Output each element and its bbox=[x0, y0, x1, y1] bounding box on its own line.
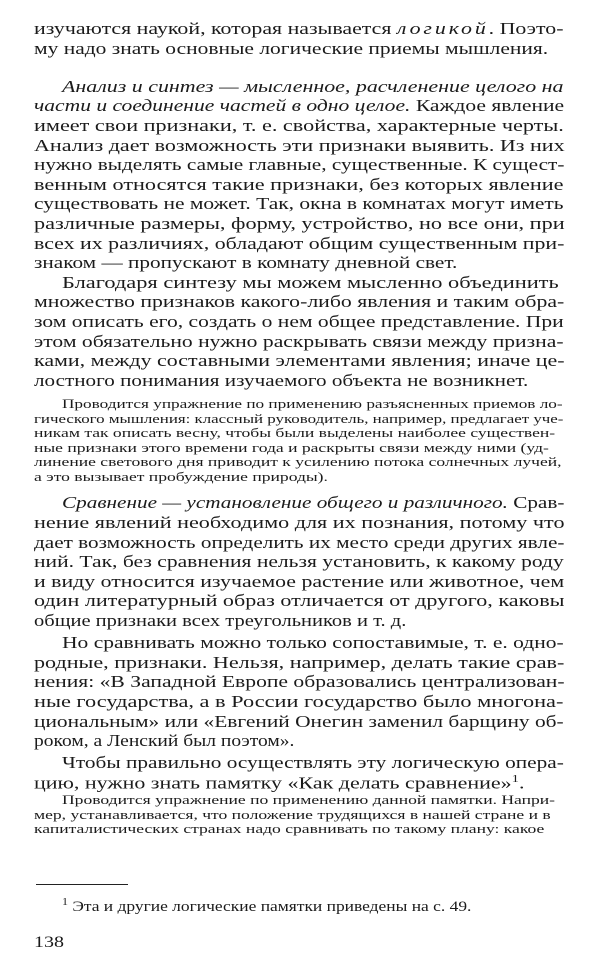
footnote-text: Эта и другие логические памятки приведены на с. 49. bbox=[67, 898, 472, 915]
text-line-6: Анализ дает возможность эти признаки выявить. Из них bbox=[34, 136, 565, 155]
text-segment: цию, нужно знать памятку «Как делать сравнение» bbox=[34, 773, 512, 793]
text-line-31: роком, а Ленский был поэтом». bbox=[34, 731, 295, 750]
text-line-24: один литературный образ отличается от другого, каковы bbox=[34, 591, 565, 610]
page-number: 138 bbox=[34, 934, 64, 951]
exercise-line-2: гического мышления: классный руководитель, например, предлагает уче- bbox=[34, 411, 564, 426]
footnote-ref: 1 bbox=[511, 773, 519, 785]
exercise-line-7: Проводится упражнение по применению данной памятки. Напри- bbox=[62, 792, 556, 807]
footnote-mark: 1 bbox=[62, 897, 68, 908]
exercise-line-5: линение светового дня приводит к усилению потока солнечных лучей, bbox=[34, 454, 562, 469]
footnote-rule bbox=[36, 884, 128, 885]
exercise-line-6: а это вызывает пробуждение природы). bbox=[34, 469, 328, 484]
text-line-19 bbox=[62, 493, 564, 513]
exercise-line-3: никам так описать весну, чтобы были выделены наиболее существен- bbox=[34, 425, 556, 440]
exercise-line-8: мер, устанавливается, что положение трудящихся в нашей стране и в bbox=[34, 807, 551, 822]
text-line-20: нение явлений необходимо для их познания, потому что bbox=[34, 513, 565, 532]
text-line-33 bbox=[34, 773, 524, 794]
text-line-9: существовать не может. Так, окна в комнатах могут иметь bbox=[34, 194, 564, 213]
text-line-22: ний. Так, без сравнения нельзя установить, к какому роду bbox=[34, 552, 564, 571]
text-line-27: родные, признаки. Нельзя, например, делать такие срав- bbox=[34, 653, 565, 672]
text-line-13: Благодаря синтезу мы можем мысленно объединить bbox=[62, 273, 559, 292]
text-line-2: му надо знать основные логические приемы мышления. bbox=[34, 39, 549, 58]
spaced-term-logic: логикой bbox=[396, 19, 489, 38]
italic-term: части и соединение частей в одно целое. bbox=[34, 96, 411, 115]
italic-term: Сравнение — установление общего и различного. bbox=[62, 493, 508, 512]
text-line-21: дает возможность определить их место среди других явле- bbox=[34, 533, 565, 552]
text-line-25: общие признаки всех треугольников и т. д. bbox=[34, 611, 407, 630]
text-line-12: знаком — пропускают в комнату дневной свет. bbox=[34, 253, 458, 272]
exercise-line-9: капиталистических странах надо сравнивать по такому плану: какое bbox=[34, 821, 545, 836]
text-segment: . bbox=[518, 773, 525, 793]
text-line-10: различные размеры, форму, устройство, но все они, при bbox=[34, 214, 565, 233]
text-segment: . Поэто- bbox=[488, 19, 564, 38]
text-line-18: лостного понимания изучаемого объекта не возникнет. bbox=[34, 371, 529, 390]
text-line-28: нения: «В Западной Европе образовались централизован- bbox=[34, 672, 565, 691]
text-line-3: Анализ и синтез — мысленное, расчленение целого на bbox=[62, 77, 564, 96]
text-line-5: имеет свои признаки, т. е. свойства, характерные черты. bbox=[34, 116, 564, 135]
text-segment: Срав- bbox=[507, 493, 565, 512]
text-line-16: этом обязательно нужно раскрывать связи между призна- bbox=[34, 332, 564, 351]
text-line-15: зом описать его, создать о нем общее представление. При bbox=[34, 312, 564, 331]
text-segment: изучаются наукой, которая называется bbox=[34, 19, 397, 38]
text-segment: Каждое явление bbox=[410, 96, 565, 115]
text-line-26: Но сравнивать можно только сопоставимые, т. е. одно- bbox=[62, 633, 564, 652]
exercise-line-1: Проводится упражнение по применению разъясненных приемов ло- bbox=[62, 396, 563, 411]
text-line-11: всех их различиях, обладают общим существенным при- bbox=[34, 234, 565, 253]
footnote-line bbox=[62, 897, 471, 916]
text-line-7: нужно выделять самые главные, существенные. К сущест- bbox=[34, 155, 565, 174]
text-line-30: циональным» или «Евгений Онегин заменил барщину об- bbox=[34, 712, 564, 731]
text-line-29: ные государства, а в России государство было многона- bbox=[34, 692, 564, 711]
text-line-32: Чтобы правильно осуществлять эту логическую опера- bbox=[62, 753, 564, 772]
text-line-17: ками, между составными элементами явления; иначе це- bbox=[34, 351, 565, 370]
text-line-1 bbox=[34, 19, 564, 39]
text-line-14: множество признаков какого-либо явления и таким обра- bbox=[34, 292, 565, 311]
exercise-line-4: ные признаки этого времени года и раскрыты связи между ними (уд- bbox=[34, 440, 549, 455]
text-line-8: венным относятся такие признаки, без которых явление bbox=[34, 175, 564, 194]
text-line-23: и виду относится изучаемое растение или животное, чем bbox=[34, 572, 565, 591]
text-line-4 bbox=[34, 96, 564, 116]
